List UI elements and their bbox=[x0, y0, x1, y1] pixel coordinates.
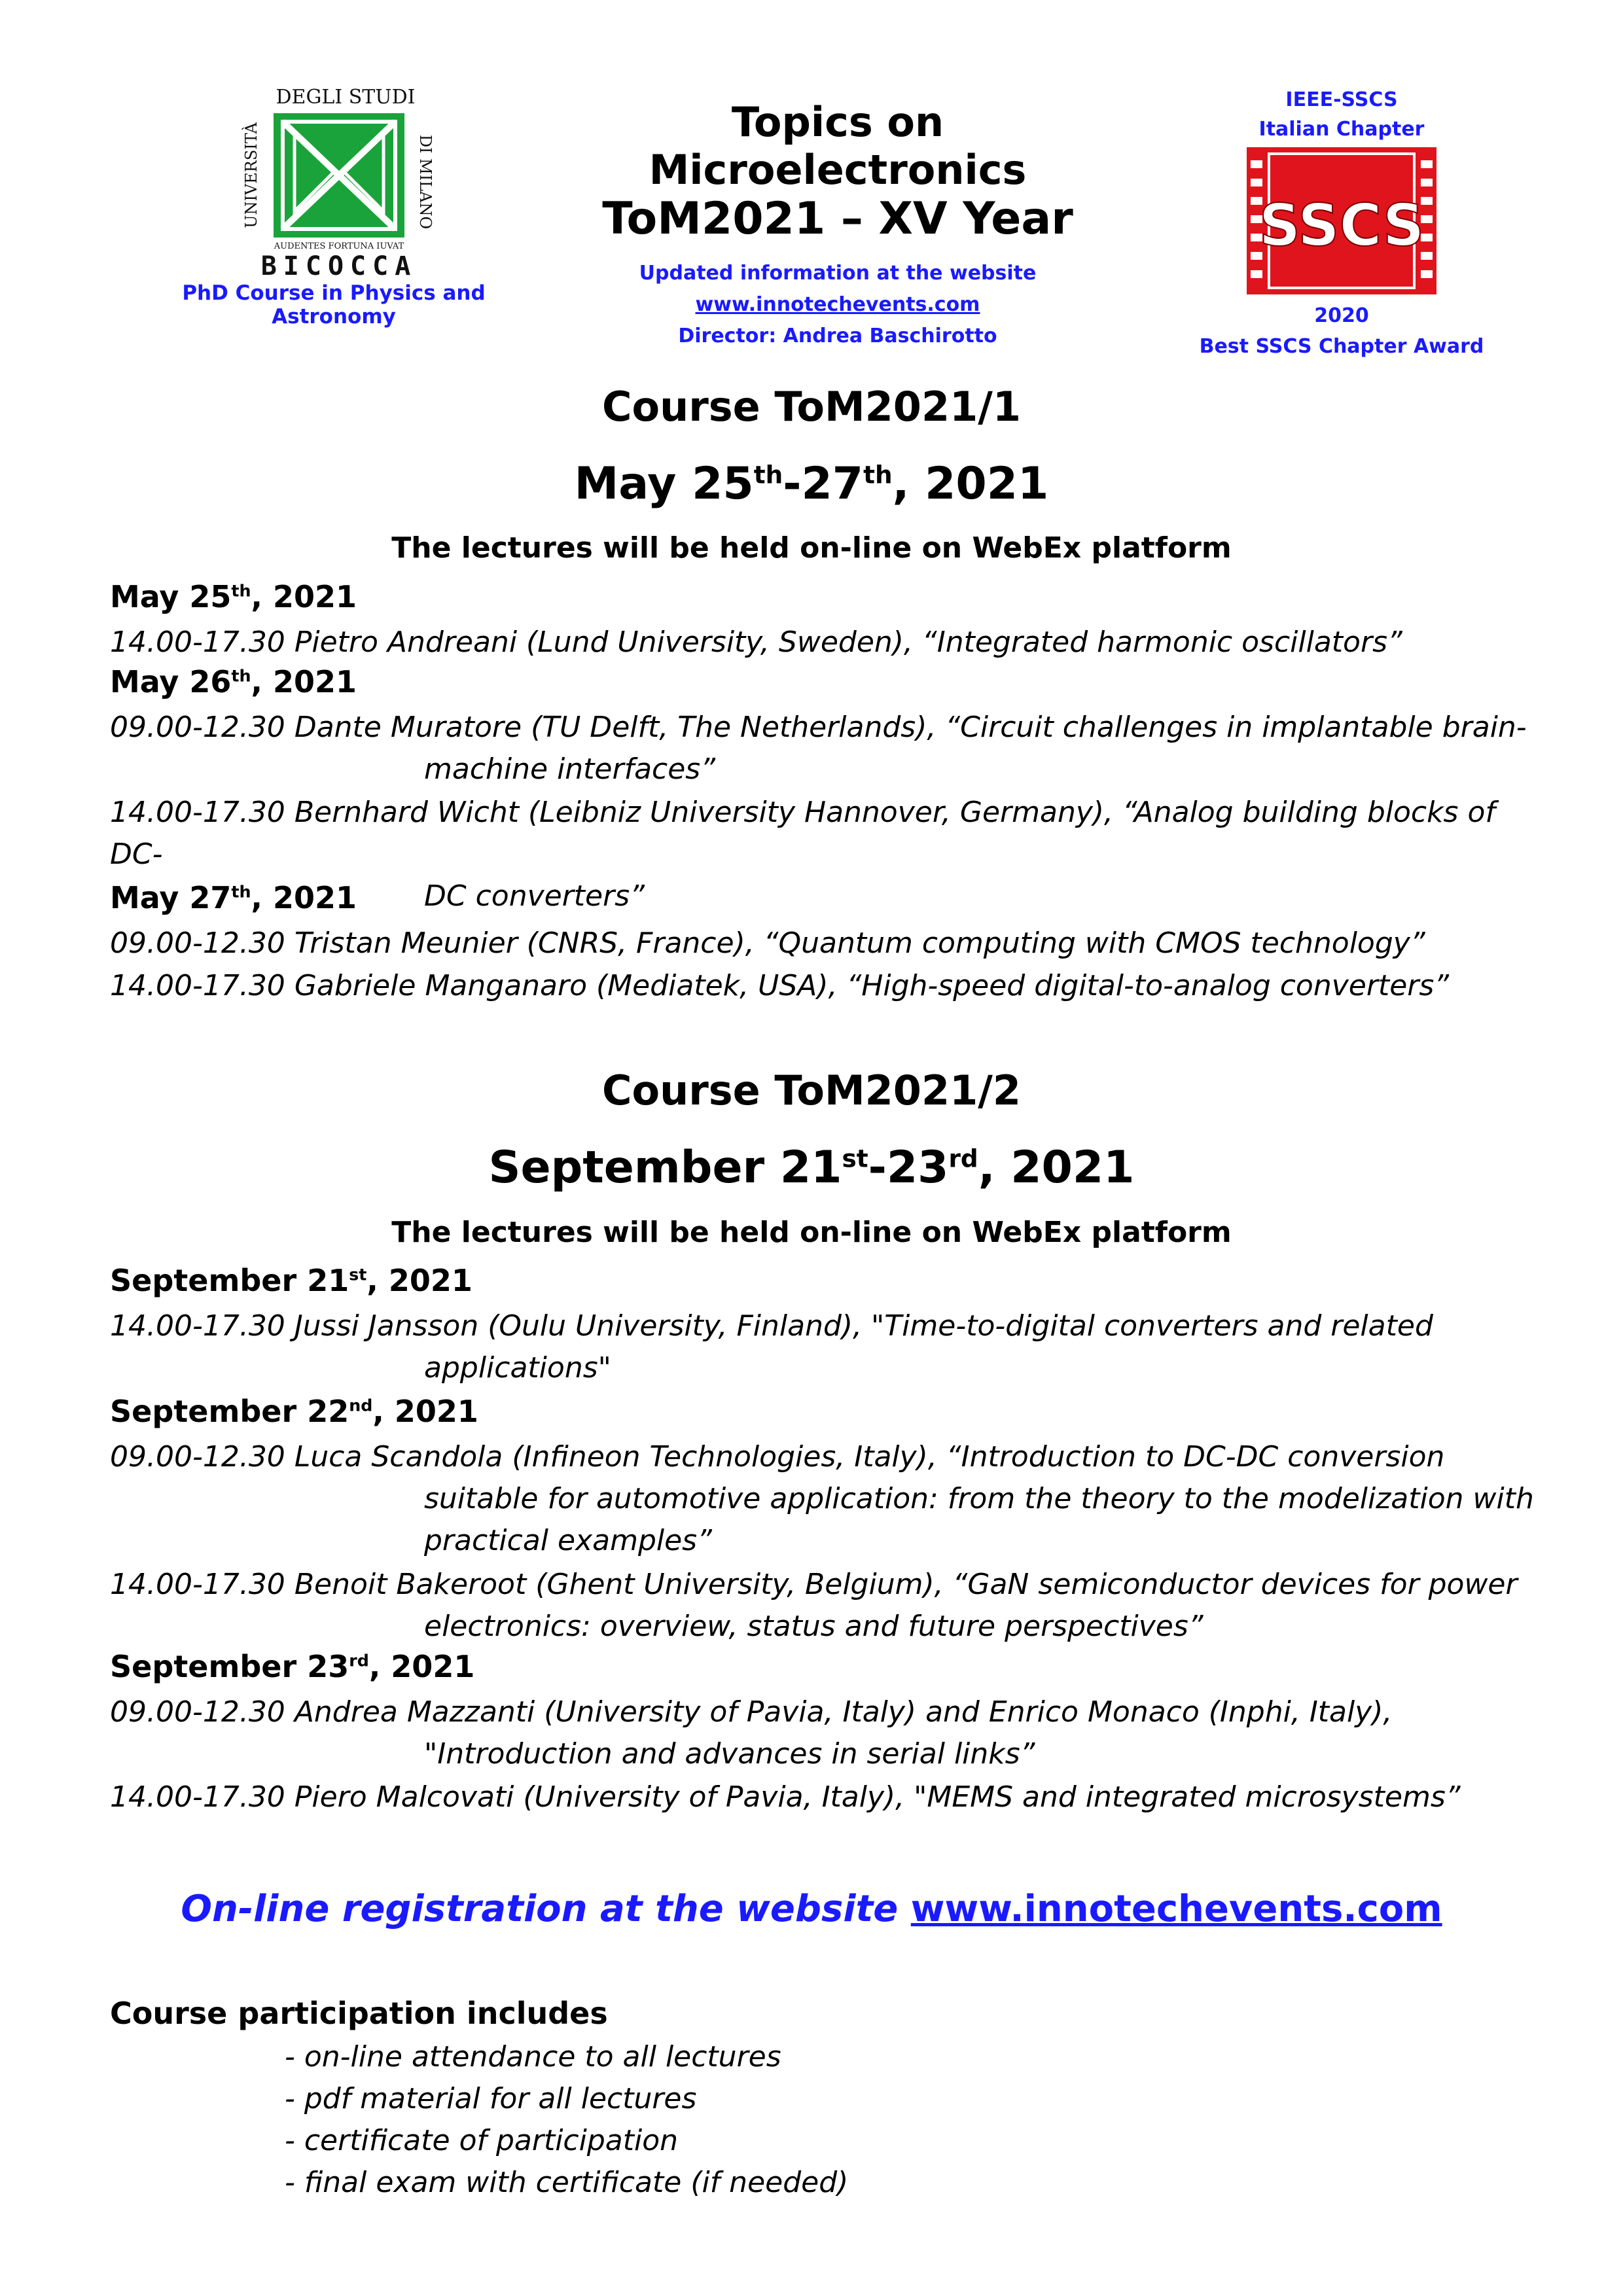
participation-item: - final exam with certificate (if needed) bbox=[285, 2166, 849, 2199]
course-1-platform-note: The lectures will be held on-line on WebEx platform bbox=[391, 531, 1232, 565]
lecture-item: 09.00-12.30 Tristan Meunier (CNRS, France), “Quantum computing with CMOS technology” bbox=[110, 927, 1425, 960]
sscs-logo bbox=[1247, 147, 1436, 294]
logo-word-universita: UNIVERSITÀ bbox=[242, 122, 260, 228]
director-text: Director: Andrea Baschirotto bbox=[678, 325, 997, 347]
participation-heading: Course participation includes bbox=[110, 1996, 608, 2031]
day-heading: May 26th, 2021 bbox=[110, 664, 357, 699]
award-year: 2020 bbox=[1314, 304, 1369, 327]
registration-link[interactable]: www.innotechevents.com bbox=[910, 1888, 1442, 1930]
page-title: Topics on Microelectronics bbox=[649, 98, 1027, 194]
registration-line bbox=[0, 1888, 1623, 1930]
updated-info-text: Updated information at the website bbox=[639, 262, 1037, 285]
logo-word-degli-studi: DEGLI STUDI bbox=[276, 86, 416, 109]
bicocca-logo bbox=[236, 84, 435, 281]
italian-chapter-label: Italian Chapter bbox=[1258, 118, 1425, 141]
day-heading: September 23rd, 2021 bbox=[110, 1649, 475, 1684]
day-heading: September 21st, 2021 bbox=[110, 1263, 473, 1298]
course-2-dates: September 21st-23rd, 2021 bbox=[488, 1142, 1135, 1193]
participation-item: - certificate of participation bbox=[285, 2124, 679, 2157]
lecture-item: 14.00-17.30 Jussi Jansson (Oulu University, Finland), "Time-to-digital converters and related applications" bbox=[110, 1309, 1433, 1385]
registration-label: On-line registration at the website bbox=[181, 1888, 899, 1930]
logo-bicocca-name: BICOCCA bbox=[260, 251, 418, 281]
course-2-platform-note: The lectures will be held on-line on WebEx platform bbox=[391, 1216, 1232, 1249]
lecture-item: 14.00-17.30 Bernhard Wicht (Leibniz University Hannover, Germany), “Analog building blocks of DC- DC converters” bbox=[110, 796, 1495, 913]
phd-course-label: PhD Course in Physics and Astronomy bbox=[182, 281, 486, 328]
lecture-item: 09.00-12.30 Luca Scandola (Infineon Technologies, Italy), “Introduction to DC-DC conversion suitable for automotive application: from the theory to the modelization with practical examples” bbox=[110, 1440, 1534, 1557]
course-1-title: Course ToM2021/1 bbox=[601, 383, 1022, 431]
lecture-item: 14.00-17.30 Gabriele Manganaro (Mediatek, USA), “High-speed digital-to-analog converters” bbox=[110, 969, 1450, 1002]
day-heading: September 22nd, 2021 bbox=[110, 1394, 478, 1429]
day-heading: May 25th, 2021 bbox=[110, 579, 357, 614]
lecture-item: 14.00-17.30 Piero Malcovati (University of Pavia, Italy), "MEMS and integrated microsystems” bbox=[110, 1780, 1461, 1814]
award-text: Best SSCS Chapter Award bbox=[1199, 335, 1484, 358]
lecture-item: 14.00-17.30 Benoit Bakeroot (Ghent University, Belgium), “GaN semiconductor devices for power electronics: overview, status and future perspectives” bbox=[110, 1568, 1518, 1643]
ieee-label: IEEE-SSCS bbox=[1285, 88, 1398, 111]
lecture-item: 14.00-17.30 Pietro Andreani (Lund University, Sweden), “Integrated harmonic oscillators” bbox=[110, 626, 1402, 659]
course-2-title: Course ToM2021/2 bbox=[601, 1067, 1022, 1114]
participation-item: - pdf material for all lectures bbox=[285, 2082, 697, 2115]
logo-motto: AUDENTES FORTUNA IUVAT bbox=[274, 241, 404, 251]
participation-item: - on-line attendance to all lectures bbox=[285, 2040, 781, 2074]
page-subtitle: ToM2021 – XV Year bbox=[602, 193, 1073, 245]
header-website-link[interactable]: www.innotechevents.com bbox=[695, 293, 980, 316]
day-heading: May 27th, 2021 bbox=[110, 880, 357, 915]
logo-word-di-milano: DI MILANO bbox=[416, 134, 435, 230]
lecture-item: 09.00-12.30 Andrea Mazzanti (University of Pavia, Italy) and Enrico Monaco (Inphi, Italy), "Introduction and advances in serial links” bbox=[110, 1695, 1393, 1771]
lecture-item: 09.00-12.30 Dante Muratore (TU Delft, The Netherlands), “Circuit challenges in implantable brain- machine interfaces” bbox=[110, 711, 1527, 786]
course-1-dates: May 25th-27th, 2021 bbox=[574, 458, 1049, 510]
sscs-logo-text: SSCS bbox=[1258, 192, 1425, 259]
